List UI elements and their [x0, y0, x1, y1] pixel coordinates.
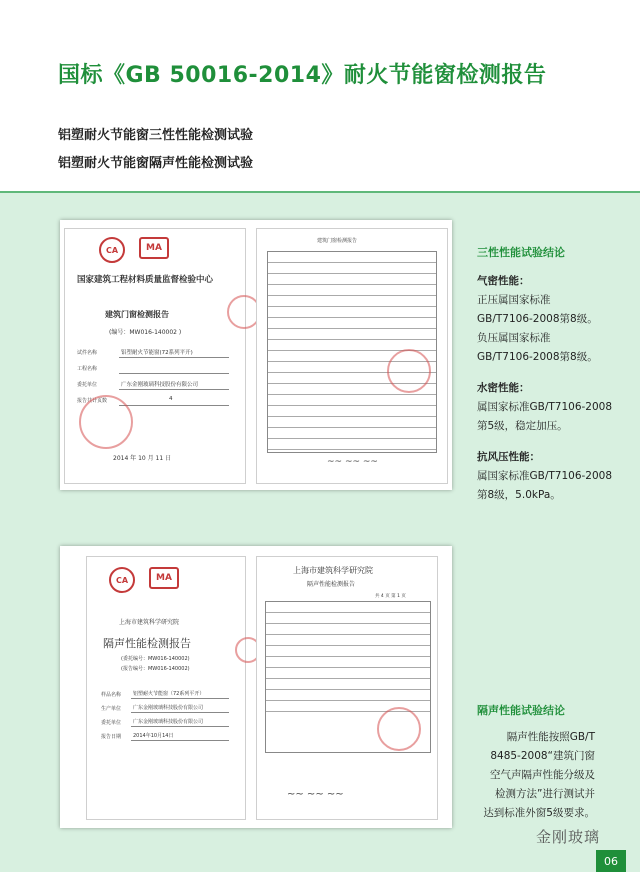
wind-label: 抗风压性能：	[477, 451, 540, 463]
sound-line-5: 达到标准外窗5级要求。	[483, 807, 595, 819]
sound-line-1: 隔声性能按照GB/T	[506, 731, 595, 743]
date-value: 2014年10月14日	[133, 733, 174, 739]
sample-label: 样品名称	[101, 692, 122, 698]
sound-line-3: 空气声隔声性能分级及	[490, 769, 595, 781]
ma-logo-icon: MA	[149, 567, 179, 589]
page-info: 共 4 页 第 1 页	[375, 594, 406, 599]
client-value: 广东金刚玻璃科技股份有限公司	[121, 382, 199, 388]
signature-icon: ~~ ~~ ~~	[327, 457, 378, 467]
institute-name: 上海市建筑科学研究院	[119, 619, 180, 626]
report-title: 建筑门窗检测报告	[105, 310, 169, 319]
air-line-4: GB/T7106-2008第8级。	[477, 351, 598, 363]
right-institute-name: 上海市建筑科学研究院	[293, 566, 373, 575]
sound-line-2: 8485-2008“建筑门窗	[490, 750, 595, 762]
data-stamp-icon	[377, 707, 421, 751]
data-page-title: 建筑门窗检测报告	[317, 238, 358, 244]
client-label: 委托单位	[101, 720, 122, 726]
maker-value: 广东金刚玻璃科技股份有限公司	[133, 705, 204, 711]
sound-insulation-conclusion	[477, 728, 595, 823]
client-value: 广东金刚玻璃科技股份有限公司	[133, 719, 204, 725]
water-line-1: 属国家标准GB/T7106-2008	[477, 401, 613, 413]
pages-label: 报告共计页数	[77, 398, 108, 404]
sound-report-title: 隔声性能检测报告	[103, 637, 191, 650]
sound-report-data-page	[256, 556, 438, 820]
brand-name: 金刚玻璃	[535, 828, 600, 846]
report-cover-page	[64, 228, 246, 484]
air-label: 气密性能：	[477, 275, 530, 287]
center-name: 国家建筑工程材料质量监督检验中心	[77, 275, 214, 285]
sample-value: 铝塑耐火节能窗（72系列平开）	[133, 691, 205, 697]
signature-icon: ~~ ~~ ~~	[287, 789, 344, 800]
report-image-sound-insulation	[60, 546, 452, 828]
wind-line-1: 属国家标准GB/T7106-2008	[477, 470, 613, 482]
date-label: 报告日期	[101, 734, 122, 740]
ma-logo-icon: MA	[139, 237, 169, 259]
seal-stamp-icon	[79, 395, 133, 449]
page-title: 国标《GB 50016-2014》耐火节能窗检测报告	[58, 63, 547, 88]
page-number: 06	[596, 850, 626, 872]
data-stamp-icon	[387, 349, 431, 393]
wind-line-2: 第8级，5.0kPa。	[477, 489, 561, 501]
commission-number: (委托编号：MW016-140002)	[121, 656, 190, 662]
project-label: 工程名称	[77, 366, 98, 372]
report-data-page	[256, 228, 448, 484]
right-report-title: 隔声性能检测报告	[307, 581, 356, 588]
report-image-three-performance	[60, 220, 452, 490]
subtitle-sound-insulation: 铝塑耐火节能窗隔声性能检测试验	[58, 156, 254, 171]
water-line-2: 第5级，稳定加压。	[477, 420, 568, 432]
water-label: 水密性能：	[477, 382, 530, 394]
three-performance-heading: 三性性能试验结论	[477, 246, 565, 259]
ca-logo-icon: CA	[109, 567, 135, 593]
sound-line-4: 检测方法”进行测试并	[495, 788, 595, 800]
product-value: 铝塑耐火节能窗(72系列平开)	[121, 350, 193, 356]
report-number: (报告编号：MW016-140002)	[121, 666, 190, 672]
air-line-3: 负压属国家标准	[477, 332, 551, 344]
air-line-1: 正压属国家标准	[477, 294, 551, 306]
sound-report-cover-page	[86, 556, 246, 820]
subtitle-three-performance: 铝塑耐火节能窗三性性能检测试验	[58, 128, 254, 143]
client-label: 委托单位	[77, 382, 98, 388]
three-performance-conclusion	[477, 272, 612, 505]
pages-value: 4	[169, 396, 173, 402]
divider-line	[0, 191, 640, 193]
ca-logo-icon: CA	[99, 237, 125, 263]
report-number: (编号：MW016-140002 )	[109, 329, 182, 336]
sound-insulation-heading: 隔声性能试验结论	[477, 704, 565, 717]
maker-label: 生产单位	[101, 706, 122, 712]
report-date: 2014 年 10 月 11 日	[113, 455, 172, 462]
product-label: 试件名称	[77, 350, 98, 356]
air-line-2: GB/T7106-2008第8级。	[477, 313, 598, 325]
